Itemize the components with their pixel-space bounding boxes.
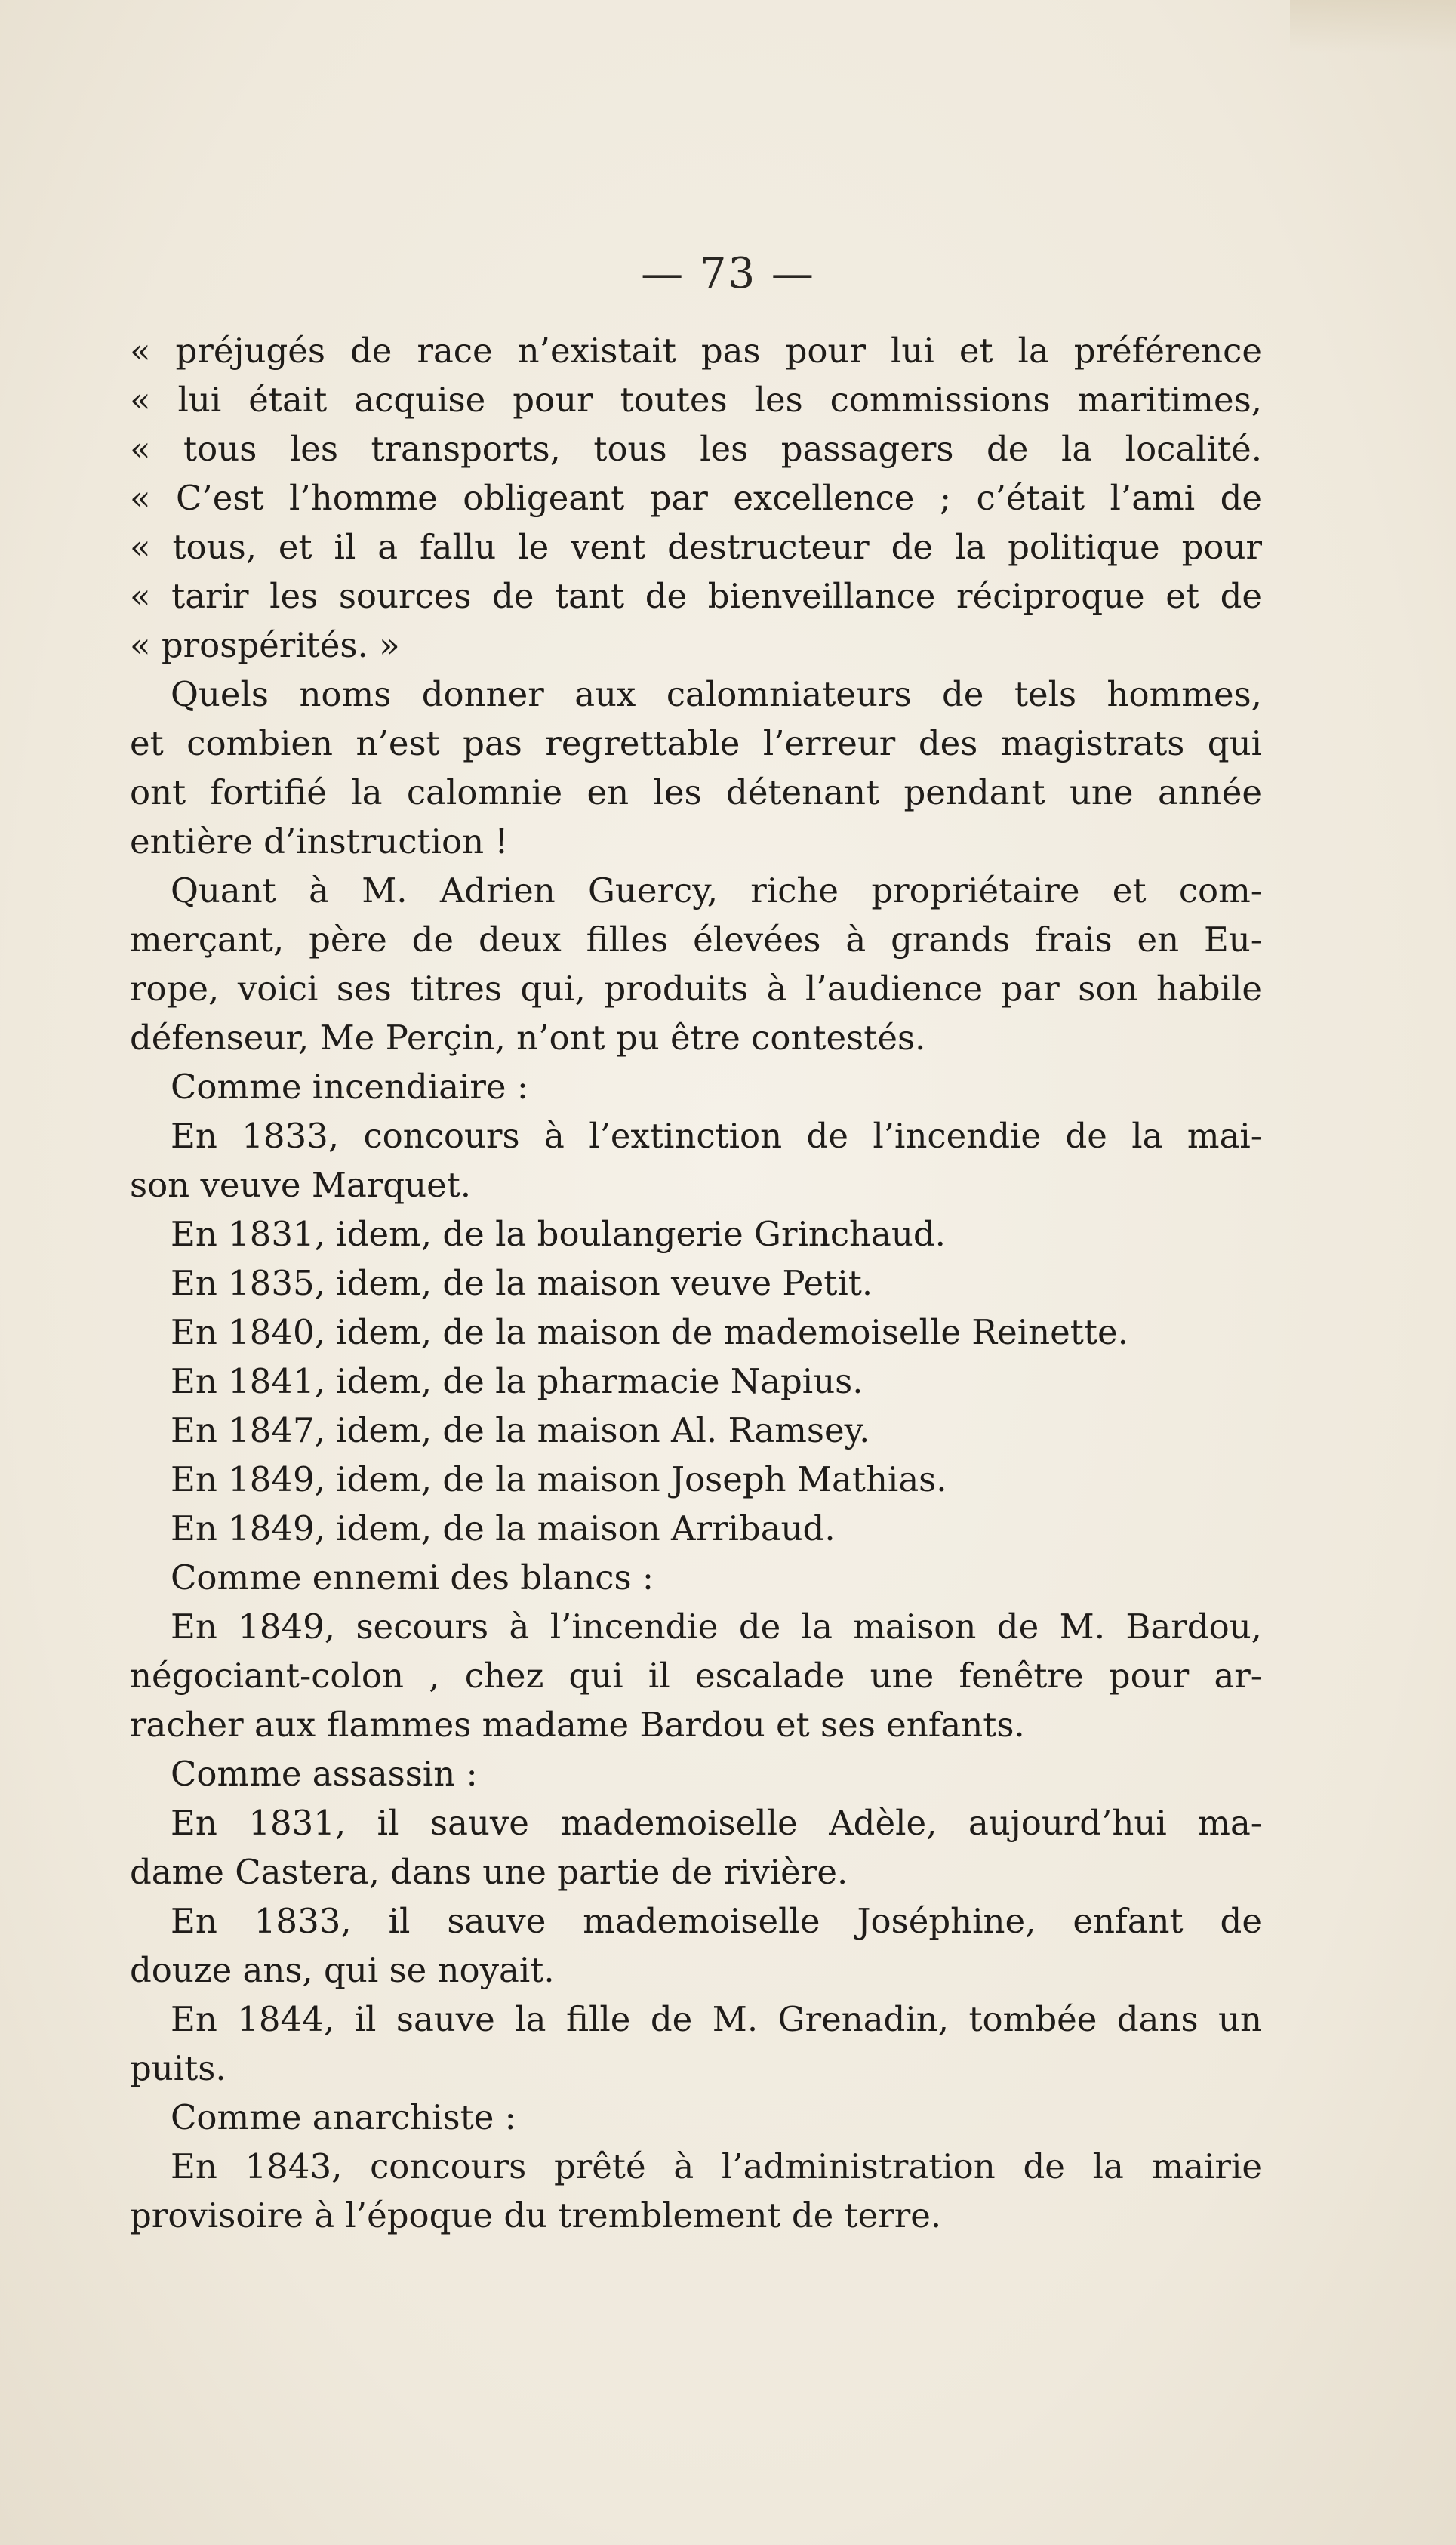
text-line: En 1849, idem, de la maison Joseph Mathias. bbox=[171, 1459, 947, 1499]
text-line: « tous les transports, tous les passagers de la localité. bbox=[130, 429, 1262, 469]
text-line: En 1831, il sauve mademoiselle Adèle, aujourd’hui ma- bbox=[171, 1803, 1262, 1843]
text-line: Quant à M. Adrien Guercy, riche propriétaire et com- bbox=[171, 870, 1262, 910]
text-line: douze ans, qui se noyait. bbox=[130, 1950, 555, 1990]
text-line: Comme ennemi des blancs : bbox=[171, 1558, 654, 1598]
text-line: « tarir les sources de tant de bienveillance réciproque et de bbox=[130, 576, 1262, 616]
text-line: En 1841, idem, de la pharmacie Napius. bbox=[171, 1361, 863, 1401]
text-line: Comme incendiaire : bbox=[171, 1067, 529, 1107]
text-line: rope, voici ses titres qui, produits à l’audience par son habile bbox=[130, 969, 1262, 1009]
text-line: merçant, père de deux filles élevées à grands frais en Eu- bbox=[130, 920, 1262, 960]
text-line: racher aux flammes madame Bardou et ses enfants. bbox=[130, 1705, 1025, 1745]
text-line: son veuve Marquet. bbox=[130, 1165, 472, 1205]
page-number: — 73 — bbox=[641, 249, 815, 298]
text-line: En 1833, concours à l’extinction de l’incendie de la mai- bbox=[171, 1116, 1262, 1156]
text-line: En 1835, idem, de la maison veuve Petit. bbox=[171, 1263, 873, 1303]
text-line: Comme anarchiste : bbox=[171, 2097, 516, 2137]
text-line: Comme assassin : bbox=[171, 1754, 478, 1794]
text-line: En 1840, idem, de la maison de mademoiselle Reinette. bbox=[171, 1312, 1128, 1352]
text-line: En 1849, secours à l’incendie de la maison de M. Bardou, bbox=[171, 1607, 1262, 1647]
text-line: provisoire à l’époque du tremblement de terre. bbox=[130, 2195, 942, 2235]
paper-stain bbox=[1290, 0, 1456, 53]
text-line: et combien n’est pas regrettable l’erreur des magistrats qui bbox=[130, 723, 1262, 763]
text-line: « préjugés de race n’existait pas pour lui et la préférence bbox=[130, 331, 1262, 371]
text-line: négociant-colon , chez qui il escalade une fenêtre pour ar- bbox=[130, 1656, 1262, 1696]
text-line: « C’est l’homme obligeant par excellence ; c’était l’ami de bbox=[130, 478, 1262, 518]
text-line: En 1831, idem, de la boulangerie Grinchaud. bbox=[171, 1214, 946, 1254]
body-text bbox=[130, 326, 1262, 2240]
text-line: En 1833, il sauve mademoiselle Joséphine, enfant de bbox=[171, 1901, 1262, 1941]
text-line: « lui était acquise pour toutes les commissions maritimes, bbox=[130, 380, 1262, 420]
text-line: entière d’instruction ! bbox=[130, 821, 509, 861]
text-line: « tous, et il a fallu le vent destructeur de la politique pour bbox=[130, 527, 1262, 567]
text-line: En 1843, concours prêté à l’administration de la mairie bbox=[171, 2146, 1262, 2186]
text-line: Quels noms donner aux calomniateurs de tels hommes, bbox=[171, 674, 1262, 714]
text-line: En 1847, idem, de la maison Al. Ramsey. bbox=[171, 1410, 870, 1450]
text-line: ont fortifié la calomnie en les détenant pendant une année bbox=[130, 772, 1262, 812]
text-line: défenseur, Me Perçin, n’ont pu être contestés. bbox=[130, 1018, 926, 1058]
text-line: « prospérités. » bbox=[130, 625, 400, 665]
text-line: dame Castera, dans une partie de rivière. bbox=[130, 1852, 848, 1892]
text-line: En 1849, idem, de la maison Arribaud. bbox=[171, 1508, 836, 1548]
text-line: puits. bbox=[130, 2048, 226, 2088]
text-line: En 1844, il sauve la fille de M. Grenadin, tombée dans un bbox=[171, 1999, 1262, 2039]
